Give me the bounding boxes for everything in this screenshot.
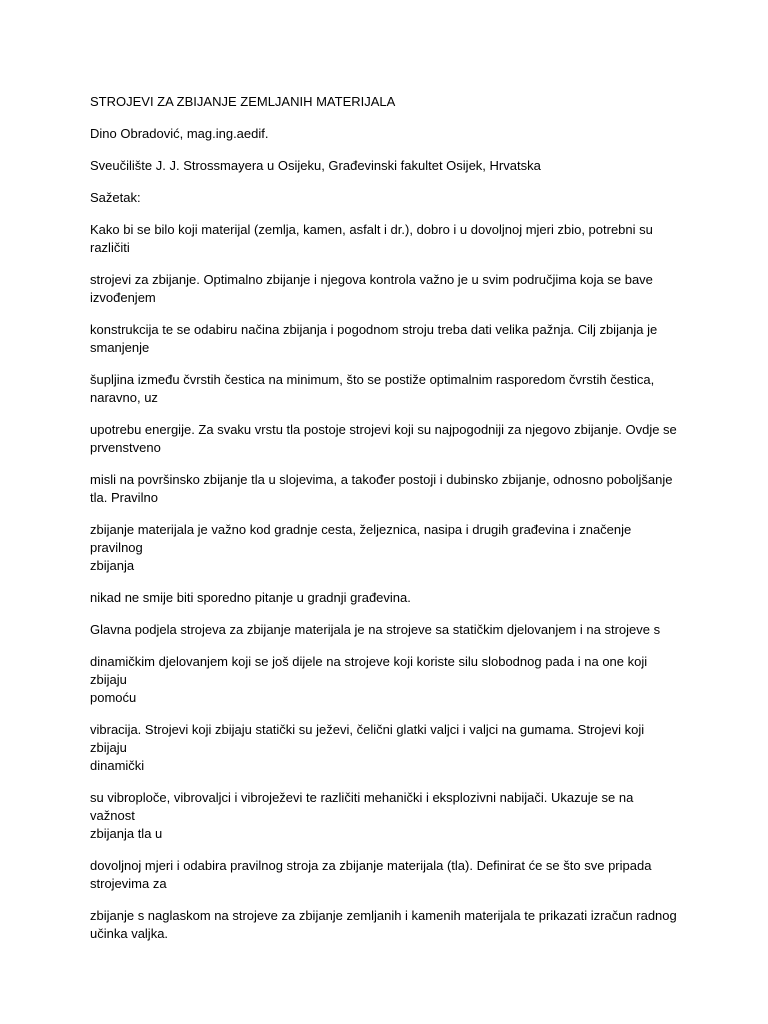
author-line: Dino Obradović, mag.ing.aedif. <box>90 126 269 141</box>
paragraph-line: upotrebu energije. Za svaku vrstu tla postoje strojevi koji su najpogodniji za njegovo zbijanje. Ovdje se <box>90 422 677 437</box>
paragraph-line: vibracija. Strojevi koji zbijaju statički su ježevi, čelični glatki valjci i valjci na gumama. Strojevi koji zbijaju <box>90 722 645 755</box>
abstract-paragraph <box>90 907 680 943</box>
abstract-body <box>90 221 680 943</box>
abstract-paragraph <box>90 271 680 307</box>
paragraph-line: konstrukcija te se odabiru načina zbijanja i pogodnom stroju treba dati velika pažnja. Cilj zbijanja je <box>90 322 658 337</box>
affiliation-line: Sveučilište J. J. Strossmayera u Osijeku, Građevinski fakultet Osijek, Hrvatska <box>90 158 541 173</box>
document-page <box>90 93 680 957</box>
abstract-heading: Sažetak: <box>90 190 141 205</box>
paragraph-line: su vibroploče, vibrovaljci i vibroježevi te različiti mehanički i eksplozivni nabijači. Ukazuje se na važnost <box>90 790 634 823</box>
paragraph-line: različiti <box>90 240 130 255</box>
paragraph-line: zbijanje materijala je važno kod gradnje cesta, željeznica, nasipa i drugih građevina i značenje pravilnog <box>90 522 632 555</box>
paragraph-line: misli na površinsko zbijanje tla u slojevima, a također postoji i dubinsko zbijanje, odnosno poboljšanje <box>90 472 673 487</box>
paragraph-line: dinamičkim djelovanjem koji se još dijele na strojeve koji koriste silu slobodnog pada i na one koji zbijaju <box>90 654 648 687</box>
paragraph-line: šupljina između čvrstih čestica na minimum, što se postiže optimalnim rasporedom čvrstih čestica, <box>90 372 655 387</box>
paragraph-line: pomoću <box>90 690 137 705</box>
abstract-paragraph <box>90 371 680 407</box>
paragraph-line: tla. Pravilno <box>90 490 158 505</box>
paragraph-line: učinka valjka. <box>90 926 169 941</box>
abstract-paragraph <box>90 471 680 507</box>
paragraph-line: zbijanja <box>90 558 135 573</box>
paragraph-line: zbijanja tla u <box>90 826 163 841</box>
document-title: STROJEVI ZA ZBIJANJE ZEMLJANIH MATERIJALA <box>90 94 396 109</box>
abstract-paragraph <box>90 221 680 257</box>
abstract-paragraph <box>90 721 680 775</box>
paragraph-line: Glavna podjela strojeva za zbijanje materijala je na strojeve sa statičkim djelovanjem i na strojeve s <box>90 622 661 637</box>
abstract-paragraph <box>90 621 680 639</box>
abstract-paragraph <box>90 857 680 893</box>
paragraph-line: smanjenje <box>90 340 150 355</box>
abstract-paragraph <box>90 321 680 357</box>
paragraph-line: zbijanje s naglaskom na strojeve za zbijanje zemljanih i kamenih materijala te prikazati izračun radnog <box>90 908 677 923</box>
paragraph-line: strojevima za <box>90 876 167 891</box>
paragraph-line: dovoljnoj mjeri i odabira pravilnog stroja za zbijanje materijala (tla). Definirat će se što sve pripada <box>90 858 652 873</box>
abstract-paragraph <box>90 653 680 707</box>
paragraph-line: prvenstveno <box>90 440 161 455</box>
abstract-paragraph <box>90 789 680 843</box>
paragraph-line: nikad ne smije biti sporedno pitanje u gradnji građevina. <box>90 590 411 605</box>
paragraph-line: strojevi za zbijanje. Optimalno zbijanje i njegova kontrola važno je u svim područjima koja se bave <box>90 272 653 287</box>
paragraph-line: naravno, uz <box>90 390 158 405</box>
abstract-paragraph <box>90 589 680 607</box>
abstract-paragraph <box>90 521 680 575</box>
abstract-paragraph <box>90 421 680 457</box>
paragraph-line: izvođenjem <box>90 290 156 305</box>
paragraph-line: dinamički <box>90 758 145 773</box>
paragraph-line: Kako bi se bilo koji materijal (zemlja, kamen, asfalt i dr.), dobro i u dovoljnoj mjeri zbio, potrebni su <box>90 222 653 237</box>
